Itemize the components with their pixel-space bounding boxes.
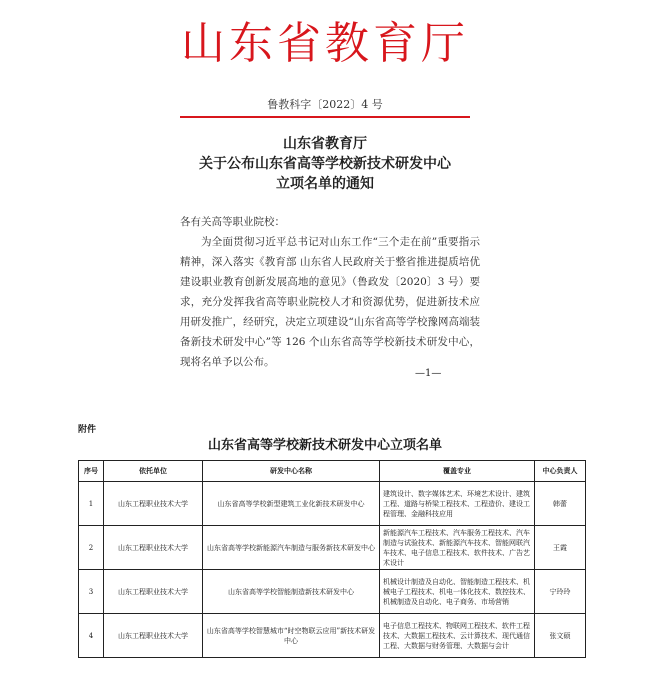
row-leader: 宁玲玲: [535, 570, 586, 614]
page-number: —1—: [415, 368, 442, 379]
row-unit: 山东工程职业技术大学: [104, 482, 203, 526]
column-header-unit: 依托单位: [104, 461, 203, 482]
row-majors: 机械设计制造及自动化、智能制造工程技术、机械电子工程技术、机电一体化技术、数控技术、机械制造及自动化、电子商务、市场营销: [380, 570, 535, 614]
red-divider: [180, 116, 470, 118]
row-majors: 新能源汽车工程技术、汽车服务工程技术、汽车制造与试验技术、新能源汽车技术、智能网联汽车技术、电子信息工程技术、软件技术、广告艺术设计: [380, 526, 535, 570]
table-row: [79, 614, 586, 658]
table-header-row: [79, 461, 586, 482]
list-title: 山东省高等学校新技术研发中心立项名单: [207, 438, 442, 453]
attachment-label: 附件: [78, 425, 97, 435]
notice-paragraph: 为全面贯彻习近平总书记对山东工作“三个走在前”重要指示精神，深入落实《教育部 山东省人民政府关于整省推进提质培优建设职业教育创新发展高地的意见》（鲁政发〔2020〕3 号）要求，充分发挥我省高等职业院校人才和资源优势，促进新技术应用研发推广，经研究，决定立项建设“山东省高等学校豫网高端装备新技术研发中心”等 126 个山东省高等学校新技术研发中心，现将名单予以公布。: [180, 236, 480, 368]
row-no: 4: [79, 614, 104, 658]
row-no: 2: [79, 526, 104, 570]
center-list-table: [78, 460, 586, 658]
document-number: 鲁教科字〔2022〕4 号: [267, 98, 383, 111]
row-leader: 韩蕾: [535, 482, 586, 526]
row-no: 3: [79, 570, 104, 614]
column-header-majors: 覆盖专业: [380, 461, 535, 482]
table-row: [79, 482, 586, 526]
notice-title-line-3: 立项名单的通知: [276, 176, 374, 192]
notice-title-line-1: 山东省教育厅: [283, 136, 367, 152]
row-majors: 电子信息工程技术、物联网工程技术、软件工程技术、大数据工程技术、云计算技术、现代通信工程、大数据与财务管理、大数据与会计: [380, 614, 535, 658]
salutation: 各有关高等职业院校：: [180, 216, 285, 228]
column-header-center: 研发中心名称: [203, 461, 380, 482]
row-leader: 王霞: [535, 526, 586, 570]
table-row: [79, 570, 586, 614]
row-leader: 张文硕: [535, 614, 586, 658]
row-unit: 山东工程职业技术大学: [104, 526, 203, 570]
row-center: 山东省高等学校新能源汽车制造与服务新技术研发中心: [203, 526, 380, 570]
row-unit: 山东工程职业技术大学: [104, 614, 203, 658]
row-center: 山东省高等学校智能制造新技术研发中心: [203, 570, 380, 614]
notice-title-line-2: 关于公布山东省高等学校新技术研发中心: [199, 156, 451, 172]
table-row: [79, 526, 586, 570]
row-no: 1: [79, 482, 104, 526]
masthead: 山东省教育厅: [181, 18, 469, 69]
row-center: 山东省高等学校新型建筑工业化新技术研发中心: [203, 482, 380, 526]
row-unit: 山东工程职业技术大学: [104, 570, 203, 614]
row-majors: 建筑设计、数字媒体艺术、环境艺术设计、建筑工程、道路与桥梁工程技术、工程造价、建设工程管理、金融科技应用: [380, 482, 535, 526]
column-header-leader: 中心负责人: [535, 461, 586, 482]
column-header-no: 序号: [79, 461, 104, 482]
row-center: 山东省高等学校智慧城市“时空物联云应用”新技术研发中心: [203, 614, 380, 658]
